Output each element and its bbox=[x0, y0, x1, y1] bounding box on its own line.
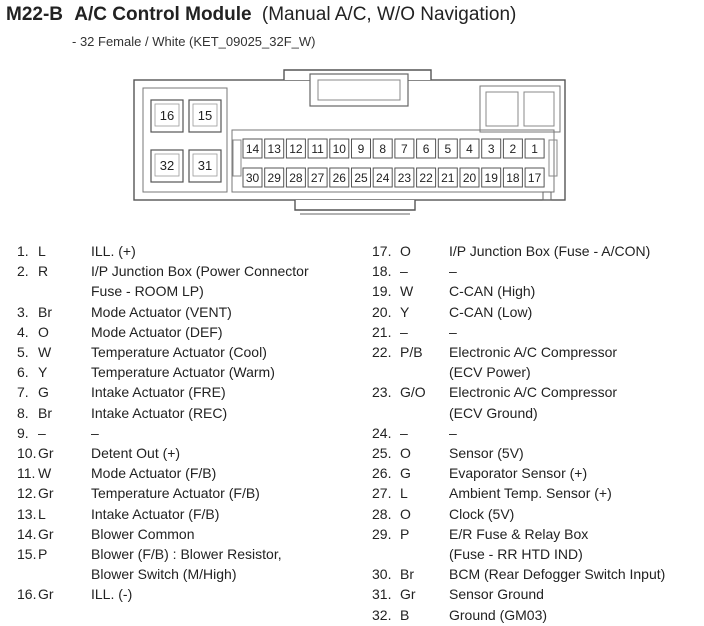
pin-label: 19 bbox=[484, 171, 498, 185]
pin-description: Ground (GM03) bbox=[449, 606, 548, 623]
wire-color: W bbox=[38, 344, 52, 360]
connector-pin-14 bbox=[243, 139, 262, 158]
connector-pin-6 bbox=[417, 139, 436, 158]
connector-pin-15 bbox=[189, 100, 221, 132]
pin-number: 1. bbox=[17, 243, 29, 259]
connector-pin-7 bbox=[395, 139, 414, 158]
pin-description: ILL. (-) bbox=[91, 586, 133, 603]
pin-number: 28. bbox=[372, 505, 392, 522]
wire-color: P bbox=[38, 546, 48, 562]
pin-number: 12. bbox=[17, 485, 37, 502]
pin-label: 23 bbox=[397, 171, 412, 185]
wire-color: L bbox=[38, 243, 46, 259]
pin-description: – bbox=[91, 424, 99, 441]
pin-description: – bbox=[449, 263, 457, 280]
wire-color: G bbox=[400, 465, 411, 482]
wire-color: O bbox=[38, 323, 49, 340]
pin-number: 24. bbox=[372, 424, 392, 441]
connector-pin-13 bbox=[265, 139, 284, 158]
wire-color: Gr bbox=[38, 485, 54, 502]
pin-label: 4 bbox=[466, 142, 473, 156]
pin-description: I/P Junction Box (Power Connector bbox=[91, 263, 309, 280]
pin-number: 14. bbox=[17, 525, 37, 542]
pin-description: Detent Out (+) bbox=[91, 445, 181, 461]
pin-label: 26 bbox=[332, 171, 346, 185]
connector-pin-17 bbox=[525, 168, 544, 187]
module-name: A/C Control Module bbox=[74, 4, 252, 25]
pin-description: Temperature Actuator (Warm) bbox=[91, 364, 275, 381]
connector-pin-8 bbox=[373, 139, 392, 158]
pin-description: I/P Junction Box (Fuse - A/CON) bbox=[449, 243, 651, 259]
pin-number: 9. bbox=[17, 424, 29, 441]
wire-color: – bbox=[38, 424, 46, 441]
connector-pin-5 bbox=[438, 139, 457, 158]
pin-label: 22 bbox=[419, 171, 433, 185]
pin-label: 3 bbox=[487, 142, 495, 156]
module-variant: (Manual A/C, W/O Navigation) bbox=[261, 4, 517, 25]
pin-label: 21 bbox=[441, 171, 455, 185]
pin-label: 11 bbox=[311, 142, 324, 156]
pin-label: 20 bbox=[462, 171, 477, 185]
pin-number: 17. bbox=[372, 243, 392, 259]
pin-number: 30. bbox=[372, 566, 392, 583]
wire-color: W bbox=[400, 283, 414, 300]
wire-color: – bbox=[400, 263, 408, 280]
pin-description: ILL. (+) bbox=[91, 243, 136, 259]
pin-description: Electronic A/C Compressor bbox=[449, 344, 618, 360]
pin-label: 27 bbox=[310, 171, 325, 185]
connector-diagram bbox=[0, 0, 704, 240]
pin-number: 2. bbox=[17, 263, 29, 280]
pin-label: 16 bbox=[159, 108, 175, 123]
pin-number: 6. bbox=[17, 364, 29, 381]
pin-label: 14 bbox=[245, 142, 260, 156]
pin-number: 32. bbox=[372, 606, 392, 623]
pin-description: C-CAN (Low) bbox=[449, 303, 533, 320]
pin-number: 22. bbox=[372, 344, 392, 360]
wire-color: Y bbox=[38, 364, 48, 381]
connector-pin-10 bbox=[330, 139, 349, 158]
pin-label: 31 bbox=[197, 158, 213, 173]
connector-pin-25 bbox=[352, 168, 371, 187]
pin-label: 28 bbox=[289, 171, 303, 185]
connector-pin-18 bbox=[503, 168, 522, 187]
pin-label: 5 bbox=[444, 142, 452, 156]
pin-description: Clock (5V) bbox=[449, 505, 515, 522]
connector-bottom-tab bbox=[295, 200, 415, 210]
wire-color: L bbox=[38, 505, 46, 522]
connector-pin-24 bbox=[373, 168, 392, 187]
connector-pin-3 bbox=[482, 139, 501, 158]
pin-label: 8 bbox=[379, 142, 387, 156]
pin-description: Temperature Actuator (Cool) bbox=[91, 344, 267, 360]
pin-label: 9 bbox=[357, 142, 365, 156]
pin-label: 2 bbox=[509, 142, 517, 156]
connector-latch bbox=[310, 74, 408, 106]
pin-number: 29. bbox=[372, 525, 392, 542]
pin-label: 24 bbox=[376, 171, 390, 185]
connector-pin-4 bbox=[460, 139, 479, 158]
pin-description: Evaporator Sensor (+) bbox=[449, 465, 588, 482]
pin-label: 10 bbox=[332, 142, 346, 156]
wire-color: Br bbox=[400, 566, 414, 583]
wire-color: Y bbox=[400, 303, 410, 320]
pin-number: 3. bbox=[17, 303, 29, 320]
wire-color: R bbox=[38, 263, 49, 280]
pin-label: 1 bbox=[531, 142, 538, 156]
pin-number: 8. bbox=[17, 404, 29, 421]
wire-color: W bbox=[38, 465, 52, 482]
connector-pin-19 bbox=[482, 168, 501, 187]
wire-color: O bbox=[400, 243, 411, 259]
pin-description: E/R Fuse & Relay Box bbox=[449, 525, 589, 542]
pin-description: Blower Switch (M/High) bbox=[91, 566, 237, 583]
wire-color: B bbox=[400, 606, 410, 623]
connector-pin-31 bbox=[189, 150, 221, 182]
wire-color: O bbox=[400, 445, 411, 461]
pin-number: 15. bbox=[17, 546, 37, 562]
pin-number: 7. bbox=[17, 384, 29, 401]
pin-description: Temperature Actuator (F/B) bbox=[91, 485, 260, 502]
pin-description: Intake Actuator (REC) bbox=[91, 404, 228, 421]
connector-pin-30 bbox=[243, 168, 262, 187]
pin-label: 15 bbox=[197, 108, 213, 123]
connector-spec: - 32 Female / White (KET_09025_32F_W) bbox=[72, 34, 316, 49]
pin-description: C-CAN (High) bbox=[449, 283, 536, 300]
pin-description: (Fuse - RR HTD IND) bbox=[449, 546, 583, 562]
pin-description: Mode Actuator (F/B) bbox=[91, 465, 217, 482]
wire-color: – bbox=[400, 323, 408, 340]
pin-label: 29 bbox=[267, 171, 281, 185]
pin-description: – bbox=[449, 424, 457, 441]
connector-pin-9 bbox=[352, 139, 371, 158]
wire-color: L bbox=[400, 485, 408, 502]
pin-number: 16. bbox=[17, 586, 37, 603]
pin-description: Blower Common bbox=[91, 525, 195, 542]
connector-pin-21 bbox=[438, 168, 457, 187]
pin-number: 10. bbox=[17, 445, 37, 461]
connector-pin-16 bbox=[151, 100, 183, 132]
pin-description: Intake Actuator (FRE) bbox=[91, 384, 226, 401]
connector-pin-27 bbox=[308, 168, 327, 187]
pin-description: Mode Actuator (VENT) bbox=[91, 303, 232, 320]
connector-pin-23 bbox=[395, 168, 414, 187]
connector-pin-22 bbox=[417, 168, 436, 187]
pin-number: 11. bbox=[17, 465, 36, 482]
pin-description: Mode Actuator (DEF) bbox=[91, 323, 223, 340]
pin-number: 31. bbox=[372, 586, 392, 603]
pin-number: 23. bbox=[372, 384, 392, 401]
wire-color: O bbox=[400, 505, 411, 522]
pin-label: 6 bbox=[422, 142, 430, 156]
pin-number: 13. bbox=[17, 505, 37, 522]
pin-label: 30 bbox=[245, 171, 260, 185]
wire-color: G bbox=[38, 384, 49, 401]
pin-description: Fuse - ROOM LP) bbox=[91, 283, 204, 300]
pin-description: – bbox=[449, 323, 457, 340]
connector-pin-29 bbox=[265, 168, 284, 187]
wire-color: Gr bbox=[400, 586, 416, 603]
pin-description: Intake Actuator (F/B) bbox=[91, 505, 220, 522]
pin-number: 27. bbox=[372, 485, 392, 502]
pin-description: (ECV Power) bbox=[449, 364, 531, 381]
wire-color: P bbox=[400, 525, 410, 542]
connector-pin-26 bbox=[330, 168, 349, 187]
wire-color: G/O bbox=[400, 384, 426, 401]
pin-description: Ambient Temp. Sensor (+) bbox=[449, 485, 612, 502]
wire-color: Br bbox=[38, 404, 52, 421]
wire-color: P/B bbox=[400, 344, 423, 360]
connector-pin-2 bbox=[503, 139, 522, 158]
pin-label: 13 bbox=[267, 142, 281, 156]
pin-number: 20. bbox=[372, 303, 392, 320]
pin-number: 19. bbox=[372, 283, 392, 300]
pin-number: 25. bbox=[372, 445, 392, 461]
connector-pin-20 bbox=[460, 168, 479, 187]
pin-description: BCM (Rear Defogger Switch Input) bbox=[449, 566, 666, 583]
pin-number: 5. bbox=[17, 344, 29, 360]
wire-color: – bbox=[400, 424, 408, 441]
pin-description: (ECV Ground) bbox=[449, 404, 538, 421]
pin-number: 21. bbox=[372, 323, 392, 340]
connector-pin-11 bbox=[308, 139, 327, 158]
pin-label: 12 bbox=[289, 142, 303, 156]
pin-label: 17 bbox=[527, 171, 542, 185]
pin-number: 4. bbox=[17, 323, 29, 340]
pin-description: Sensor Ground bbox=[449, 586, 544, 603]
wire-color: Gr bbox=[38, 525, 54, 542]
connector-pin-12 bbox=[286, 139, 305, 158]
pin-label: 25 bbox=[354, 171, 368, 185]
wire-color: Gr bbox=[38, 586, 54, 603]
connector-pin-32 bbox=[151, 150, 183, 182]
pin-description: Blower (F/B) : Blower Resistor, bbox=[91, 546, 282, 562]
pin-label: 18 bbox=[506, 171, 520, 185]
pin-label: 32 bbox=[159, 158, 175, 173]
wire-color: Br bbox=[38, 303, 52, 320]
connector-pin-1 bbox=[525, 139, 544, 158]
connector-code: M22-B bbox=[6, 4, 64, 25]
connector-pin-28 bbox=[286, 168, 305, 187]
pin-number: 18. bbox=[372, 263, 392, 280]
pin-number: 26. bbox=[372, 465, 392, 482]
pin-description: Sensor (5V) bbox=[449, 445, 524, 461]
wire-color: Gr bbox=[38, 445, 54, 461]
pin-description: Electronic A/C Compressor bbox=[449, 384, 618, 401]
pin-label: 7 bbox=[401, 142, 408, 156]
